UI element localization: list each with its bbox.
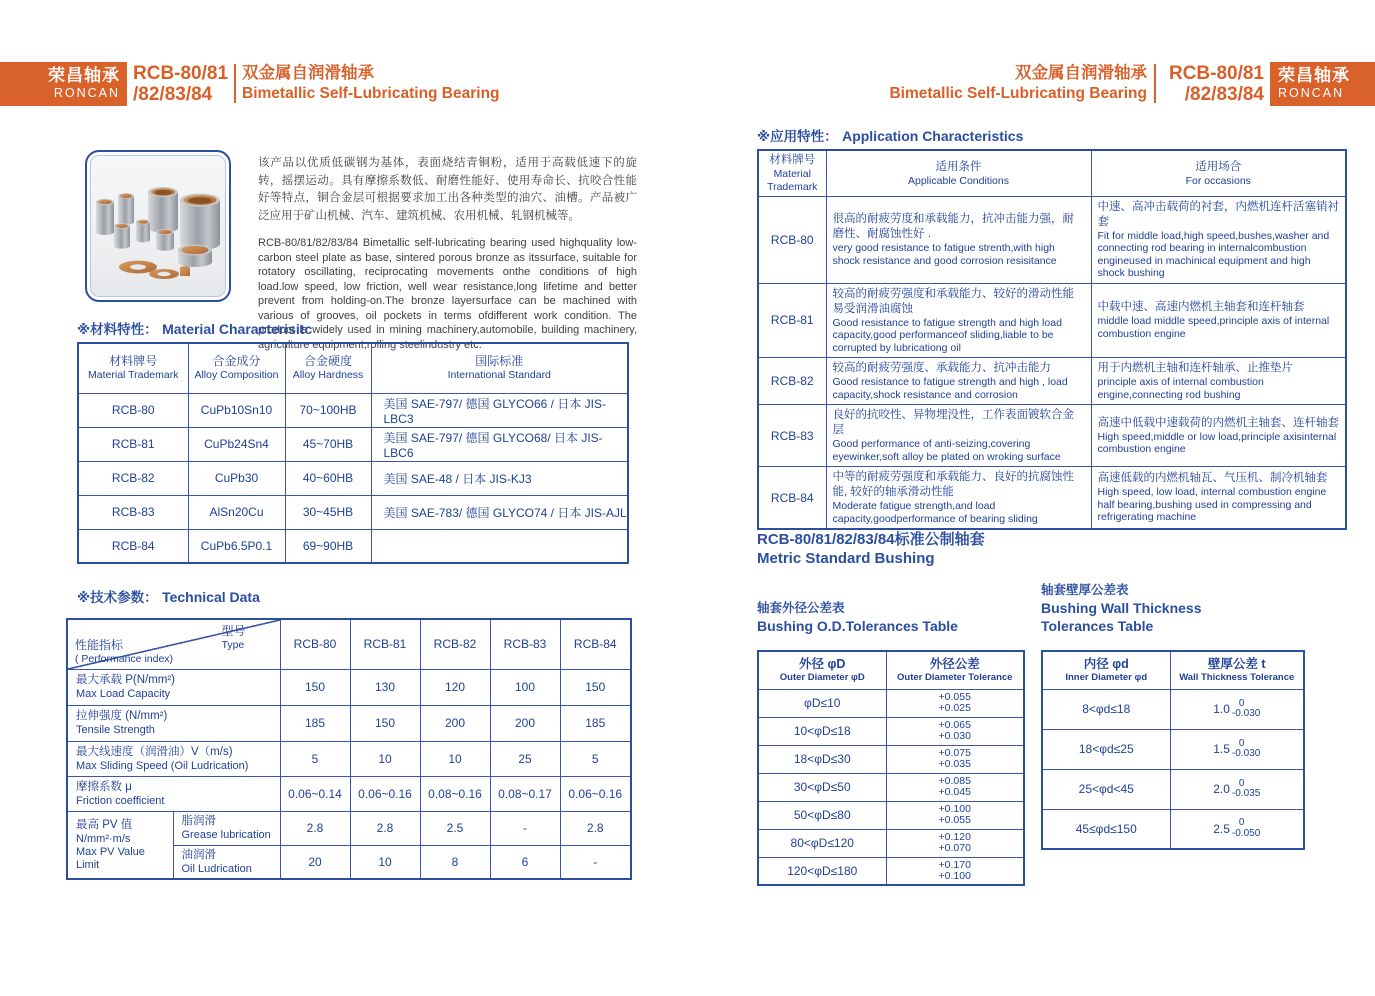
table-row (67, 776, 631, 811)
table-cell: 5 (280, 741, 350, 776)
pv-group-label: 最高 PV 值 N/mm²·m/s Max PV Value Limit (67, 811, 173, 879)
model-cell: RCB-81 (758, 283, 826, 358)
diameter-range: 80<φD≤120 (758, 829, 886, 857)
product-photo-frame (85, 150, 231, 302)
intro-en: RCB-80/81/82/83/84 Bimetallic self-lubricating bearing used highquality low-carbon steel plate as base, sintered porous bronze as itssurface, suitable for rotatory oscillating, reciprocating movements onthe conditions of high load.low speed, low friction, well wear resistance,long lifetime and better prevent from holding-on.The bronze layersurface can be machined with various of grooves, oil pockets in terms ofdifferent work condition. The product is widely used in mining machinery,automobile, building machinery, agriculture equipment,rolling steelindustry etc. (258, 237, 637, 351)
table-header-cell: 材料牌号 Material Trademark (78, 343, 188, 393)
table-row (758, 745, 1024, 773)
technical-title-cn: ※技术参数： (77, 590, 158, 605)
table-header-row (78, 343, 628, 393)
table-row (758, 857, 1024, 885)
conditions-cell: 较高的耐疲劳强度、承载能力、抗冲击能力 Good resistance to fatigue strength and high , load capacity,shock resistance and corrosion (826, 358, 1091, 405)
table-cell: 美国 SAE-797/ 德国 GLYCO68/ 日本 JIS-LBC6 (371, 427, 628, 461)
table-cell: RCB-81 (78, 427, 188, 461)
tolerance-cell: +0.120 +0.070 (886, 829, 1024, 857)
table-cell: 150 (280, 669, 350, 705)
table-row (758, 829, 1024, 857)
row-label: 最大承载 P(N/mm²) Max Load Capacity (67, 669, 280, 705)
table-header-cell: RCB-81 (350, 619, 420, 669)
tolerance-cell: 2.0 0 -0.035 (1170, 769, 1304, 809)
tolerance-cell: +0.085 +0.045 (886, 773, 1024, 801)
table-header-row (758, 651, 1024, 689)
right-page-header (688, 62, 1375, 106)
tolerance-cell: 2.5 0 -0.050 (1170, 809, 1304, 849)
brand-name-en: RONCAN (1278, 86, 1345, 100)
table-cell: RCB-83 (78, 495, 188, 529)
row-label: 油润滑 Oil Ludrication (173, 845, 280, 879)
table-cell: CuPb24Sn4 (188, 427, 285, 461)
table-row (758, 283, 1346, 358)
conditions-cell: 中等的耐疲劳强度和承载能力、良好的抗腐蚀性能, 较好的轴承滑动性能 Moderate fatigue strength,and load capacity,goodperformance of bearing sliding (826, 467, 1091, 530)
row-label: 最大线速度（润滑油）V（m/s) Max Sliding Speed (Oil Ludrication) (67, 741, 280, 776)
tolerance-cell: +0.065 +0.030 (886, 717, 1024, 745)
conditions-cell: 很高的耐疲劳度和承载能力，抗冲击能力强，耐磨性、耐腐蚀性好 . very good resistance to fatigue strenth,with high shock resistance and good corrosion resisitance (826, 196, 1091, 283)
diameter-range: 50<φD≤80 (758, 801, 886, 829)
application-title-en: Application Characteristics (842, 128, 1024, 144)
table-row (1042, 769, 1304, 809)
model-cell: RCB-84 (758, 467, 826, 530)
header-divider (1154, 64, 1156, 103)
od-heading-cn: 轴套外径公差表 (757, 601, 845, 615)
occasions-cell: 中载中速、高速内燃机主轴套和连杆轴套 middle load middle speed,principle axis of internal combustion engine (1091, 283, 1346, 358)
table-cell: 10 (350, 741, 420, 776)
wall-heading-en1: Bushing Wall Thickness (1041, 600, 1202, 616)
table-cell (371, 529, 628, 563)
application-section-title (757, 125, 1023, 146)
table-cell: CuPb10Sn10 (188, 393, 285, 427)
table-cell: 70~100HB (285, 393, 371, 427)
product-title-cn: 双金属自润滑轴承 (1015, 64, 1147, 82)
table-cell: 100 (490, 669, 560, 705)
table-row (1042, 809, 1304, 849)
table-row (67, 741, 631, 776)
table-cell: 美国 SAE-797/ 德国 GLYCO66 / 日本 JIS-LBC3 (371, 393, 628, 427)
table-cell: CuPb6.5P0.1 (188, 529, 285, 563)
table-header-row (1042, 651, 1304, 689)
intro-paragraphs (258, 155, 637, 352)
table-row (1042, 689, 1304, 729)
table-cell: 6 (490, 845, 560, 879)
table-cell: 200 (420, 705, 490, 741)
table-header-cell: 合金成分 Alloy Composition (188, 343, 285, 393)
left-page-header (0, 62, 687, 106)
tolerance-cell: +0.170 +0.100 (886, 857, 1024, 885)
table-header-cell: RCB-82 (420, 619, 490, 669)
table-row (758, 196, 1346, 283)
metric-heading-cn: RCB-80/81/82/83/84标准公制轴套 (757, 531, 985, 548)
technical-section-title (77, 586, 260, 607)
row-label: 脂润滑 Grease lubrication (173, 811, 280, 845)
product-title-cn: 双金属自润滑轴承 (242, 64, 374, 82)
tolerance-cell: +0.100 +0.055 (886, 801, 1024, 829)
material-title-en: Material Characterisitc (162, 321, 313, 337)
table-header-cell: RCB-80 (280, 619, 350, 669)
table-cell: 30~45HB (285, 495, 371, 529)
table-row (758, 717, 1024, 745)
conditions-cell: 良好的抗咬性、异物埋没性，工作表面镀软合金层 Good performance of anti-seizing,covering eyewinker,soft alloy be plated on wroking surface (826, 405, 1091, 467)
header-divider (234, 64, 236, 103)
table-cell: - (490, 811, 560, 845)
table-header-cell: 壁厚公差 t Wall Thickness Tolerance (1170, 651, 1304, 689)
table-cell: 25 (490, 741, 560, 776)
table-header-cell: 国际标准 International Standard (371, 343, 628, 393)
table-header-cell: 外径 φD Outer Diameter φD (758, 651, 886, 689)
table-row (67, 705, 631, 741)
wall-heading-en2: Tolerances Table (1041, 618, 1154, 634)
table-cell: 美国 SAE-48 / 日本 JIS-KJ3 (371, 461, 628, 495)
brand-name-en: RONCAN (53, 86, 120, 100)
table-cell: 69~90HB (285, 529, 371, 563)
wall-heading-cn: 轴套壁厚公差表 (1041, 583, 1129, 597)
model-cell: RCB-83 (758, 405, 826, 467)
table-cell: 150 (350, 705, 420, 741)
table-row (758, 801, 1024, 829)
table-cell: 2.8 (280, 811, 350, 845)
metric-heading-en: Metric Standard Bushing (757, 550, 935, 567)
table-row (67, 669, 631, 705)
table-row (78, 461, 628, 495)
table-header-row (67, 619, 631, 669)
table-row (758, 689, 1024, 717)
diameter-range: 45≤φd≤150 (1042, 809, 1170, 849)
table-row (758, 358, 1346, 405)
table-cell: 40~60HB (285, 461, 371, 495)
diagonal-corner-cell: 型号 Type 性能指标 ( Performance index) (67, 619, 280, 669)
occasions-cell: 中速、高冲击载荷的衬套，内燃机连杆活塞销衬套 Fit for middle load,high speed,bushes,washer and connecting rod bearing in internalcombustion engineused in machinical equipment and high shock bushing (1091, 196, 1346, 283)
table-cell: 10 (420, 741, 490, 776)
table-cell: 2.5 (420, 811, 490, 845)
occasions-cell: 高速低载的内燃机轴瓦、气压机、制冷机轴套 High speed, low load, internal combustion engine half bearing,bushing used in compressing and refrigerating machine (1091, 467, 1346, 530)
table-row (758, 405, 1346, 467)
table-cell: - (560, 845, 631, 879)
wall-tolerances-table (1041, 650, 1305, 850)
table-row (78, 393, 628, 427)
table-cell: 185 (560, 705, 631, 741)
table-header-cell: 材料牌号 Material Trademark (758, 150, 826, 196)
table-cell: 130 (350, 669, 420, 705)
od-heading-en: Bushing O.D.Tolerances Table (757, 618, 958, 634)
table-cell: RCB-80 (78, 393, 188, 427)
diameter-range: 18<φd≤25 (1042, 729, 1170, 769)
model-numbers (1169, 63, 1264, 105)
table-cell: 2.8 (560, 811, 631, 845)
table-header-cell: 外径公差 Outer Diameter Tolerance (886, 651, 1024, 689)
diameter-range: 10<φD≤18 (758, 717, 886, 745)
table-cell: 2.8 (350, 811, 420, 845)
model-cell: RCB-80 (758, 196, 826, 283)
model-line1: RCB-80/81 (133, 63, 229, 84)
diameter-range: 25<φd<45 (1042, 769, 1170, 809)
table-row (78, 495, 628, 529)
model-numbers (133, 63, 228, 105)
technical-title-en: Technical Data (162, 589, 260, 605)
product-title (889, 63, 1147, 104)
wall-table-heading (1041, 582, 1202, 635)
table-header-cell: 适用条件 Applicable Conditions (826, 150, 1091, 196)
table-row (78, 427, 628, 461)
product-title (242, 63, 500, 104)
occasions-cell: 高速中低载中速载荷的内燃机主轴套、连杆轴套 High speed,middle or low load,principle axisinternal combustion engine (1091, 405, 1346, 467)
table-header-cell: RCB-84 (560, 619, 631, 669)
table-header-cell: 内径 φd Inner Diameter φd (1042, 651, 1170, 689)
od-tolerances-table (757, 650, 1025, 886)
row-label: 拉伸强度 (N/mm²) Tensile Strength (67, 705, 280, 741)
table-cell: 0.08~0.16 (420, 776, 490, 811)
model-cell: RCB-82 (758, 358, 826, 405)
row-label: 摩擦系数 μ Friction coefficient (67, 776, 280, 811)
application-title-cn: ※应用特性： (757, 129, 838, 144)
table-header-row (758, 150, 1346, 196)
technical-table (66, 618, 632, 880)
diameter-range: 18<φD≤30 (758, 745, 886, 773)
tolerance-cell: 1.0 0 -0.030 (1170, 689, 1304, 729)
table-header-cell: 合金硬度 Alloy Hardness (285, 343, 371, 393)
table-cell: 0.06~0.14 (280, 776, 350, 811)
model-line1: RCB-80/81 (1168, 63, 1264, 84)
od-table-heading (757, 600, 958, 635)
model-line2: /82/83/84 (1184, 84, 1264, 105)
table-cell: 10 (350, 845, 420, 879)
table-cell: 5 (560, 741, 631, 776)
conditions-cell: 较高的耐疲劳强度和承载能力、较好的滑动性能易受润滑油腐蚀 Good resistance to fatigue strength and high load capacity,good performanceof sliding,liable to be corrupted by lubricationg oil (826, 283, 1091, 358)
table-cell: CuPb30 (188, 461, 285, 495)
table-cell: 120 (420, 669, 490, 705)
brand-logo (0, 62, 127, 106)
table-row (1042, 729, 1304, 769)
metric-bushing-heading (757, 530, 985, 568)
material-title-cn: ※材料特性： (77, 322, 158, 337)
product-title-en: Bimetallic Self-Lubricating Bearing (889, 85, 1147, 102)
table-cell: 0.08~0.17 (490, 776, 560, 811)
table-cell: RCB-82 (78, 461, 188, 495)
application-table (757, 149, 1347, 530)
table-row (758, 773, 1024, 801)
product-title-en: Bimetallic Self-Lubricating Bearing (242, 85, 500, 102)
table-cell: 0.06~0.16 (350, 776, 420, 811)
material-section-title (77, 318, 312, 339)
table-cell: AlSn20Cu (188, 495, 285, 529)
diameter-range: φD≤10 (758, 689, 886, 717)
table-cell: 45~70HB (285, 427, 371, 461)
table-row (758, 467, 1346, 530)
table-row (78, 529, 628, 563)
table-cell: 0.06~0.16 (560, 776, 631, 811)
table-cell: RCB-84 (78, 529, 188, 563)
material-table (77, 342, 629, 564)
table-row (67, 811, 631, 845)
brand-name-cn: 荣昌轴承 (48, 66, 120, 85)
intro-cn: 该产品以优质低碳钢为基体，表面烧结青铜粉，适用于高载低速下的旋转，摇摆运动。具有摩擦系数低、耐磨性能好、使用寿命长、抗咬合性能好等特点，铜合金层可根据要求加工出各种类型的油穴、油槽。产品被广泛应用于矿山机械、汽车、建筑机械、农用机械、轧钢机械等。 (258, 157, 637, 222)
tolerance-cell: +0.075 +0.035 (886, 745, 1024, 773)
table-cell: 8 (420, 845, 490, 879)
table-header-cell: 适用场合 For occasions (1091, 150, 1346, 196)
table-cell: 200 (490, 705, 560, 741)
diameter-range: 120<φD≤180 (758, 857, 886, 885)
tolerance-cell: 1.5 0 -0.030 (1170, 729, 1304, 769)
table-cell: 美国 SAE-783/ 德国 GLYCO74 / 日本 JIS-AJL (371, 495, 628, 529)
diameter-range: 30<φD≤50 (758, 773, 886, 801)
bushings-photo (92, 164, 224, 288)
brand-logo (1270, 62, 1375, 106)
model-line2: /82/83/84 (133, 84, 213, 105)
table-cell: 185 (280, 705, 350, 741)
table-header-cell: RCB-83 (490, 619, 560, 669)
brand-name-cn: 荣昌轴承 (1278, 66, 1350, 85)
table-cell: 20 (280, 845, 350, 879)
diameter-range: 8<φd≤18 (1042, 689, 1170, 729)
table-cell: 150 (560, 669, 631, 705)
occasions-cell: 用于内燃机主轴和连杆轴承、止推垫片 principle axis of internal combustion engine,connecting rod bushing (1091, 358, 1346, 405)
tolerance-cell: +0.055 +0.025 (886, 689, 1024, 717)
